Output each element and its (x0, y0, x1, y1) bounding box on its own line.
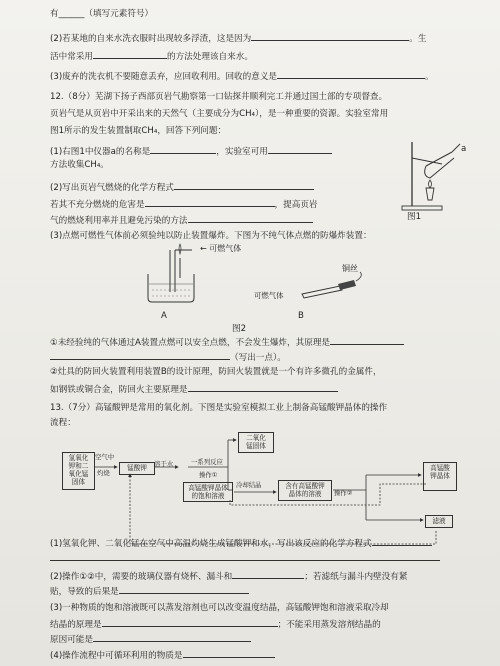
line-element-symbol: 有______（填写元素符号） (50, 9, 154, 19)
question-13-2-cont: 贴，导致的后果是 (50, 585, 249, 598)
question-12-intro-3: 图1所示的发生装置制取CH₄，回答下列问题： (50, 126, 227, 136)
question-12-3-1: ①未经验纯的气体通过A装置点燃可以安全点燃，不会发生爆炸，其原理是 (50, 336, 404, 349)
question-13-1: (1)氢氧化钾、二氧化锰在空气中高温灼烧生成锰酸钾和水，写出该反应的化学方程式 (50, 537, 432, 550)
flow-label-series: 一系列反应 (191, 458, 223, 466)
flow-box-solution: 含有高锰酸钾 晶体的溶液 (278, 480, 332, 501)
question-13-3-principle: 结晶的原理是 ；不能采用蒸发溶剂结晶的 (50, 620, 381, 630)
figure-2-copper-label: 铜丝 (342, 264, 358, 273)
question-12-intro-2: 页岩气是从页岩中开采出来的天然气（主要成分为CH₄），是一种重要的资源。实验室常用 (50, 109, 389, 119)
flow-box-crystal: 高锰酸 钾晶体 (423, 462, 457, 491)
flow-label-cool: 冷却结晶 (236, 481, 262, 489)
question-12-3: (3)点燃可燃性气体前必须验纯以防止装置爆炸。下图为不纯气体点燃的防爆炸装置： (50, 231, 372, 241)
figure-2-label-a: A (161, 311, 167, 321)
question-12-intro: 12.（8分）芜湖下扬子西部页岩气勘察第一口钻探井顺利完工并通过国土部的专项督查。 (50, 92, 388, 102)
figure-2-gas-in-label: ← 可燃气体 (200, 244, 242, 253)
question-11-2-cont: 活中常采用 的方法处理该自来水。 (50, 52, 253, 62)
figure-2-gas-b-label: 可燃气体 (254, 291, 284, 300)
question-13-intro: 13.（7分）高锰酸钾是常用的氧化剂。下图是实验室模拟工业上制备高锰酸钾晶体的操作 (50, 403, 388, 413)
question-12-1-cont: 方法收集CH₄。 (50, 160, 109, 170)
question-13-intro-2: 流程： (50, 418, 76, 428)
question-13-2: (2)操作①②中，需要的玻璃仪器有烧杯、漏斗和 ；若滤纸与漏斗内壁没有紧 (50, 572, 408, 582)
flow-box-start: 氢氧化 钾和二 氧化锰 固体 (62, 452, 95, 490)
figure-2-label-b: B (298, 311, 304, 321)
figure-1-caption: 图1 (407, 212, 422, 222)
figure-1-label-a: a (461, 144, 467, 154)
flow-label-burn: 灼烧 (97, 469, 110, 477)
question-13-3: (3)一种物质的饱和溶液既可以蒸发溶剂也可以改变温度结晶，高锰酸钾饱和溶液采取冷却 (50, 603, 389, 613)
question-13-1-blank (50, 552, 440, 565)
question-11-3: (3)废弃的洗衣机不要随意丢弃，应回收利用。回收的意义是 。 (50, 72, 434, 82)
figure-2-caption: 图2 (232, 324, 247, 334)
question-11-2: (2)若某地的自来水洗衣服时出现较多浮渣，这是因为 。生 (50, 34, 427, 44)
flow-box-saturated: 高锰酸钾晶体 的饱和溶液 (183, 482, 233, 502)
question-12-2-harm: 若其不充分燃烧的危害是 ，提高页岩 (50, 200, 318, 210)
question-12-2-method: 气的燃烧利用率并且避免污染的方法 (50, 214, 313, 227)
flow-label-air: 空气中 (95, 453, 115, 461)
flow-box-filtrate: 滤液 (425, 515, 453, 528)
flow-label-dissolve: 溶于水 (154, 460, 174, 468)
question-13-4: (4)操作流程中可循环利用的物质是 (50, 649, 275, 662)
question-12-1: (1)右图1中仪器a的名称是 ，实验室可用 (50, 145, 332, 158)
flow-label-op2: 操作② (334, 489, 353, 497)
flow-box-mno2: 二氧化 锰固体 (238, 432, 274, 453)
question-12-3-1-cont: （写出一点）。 (50, 351, 286, 364)
flow-label-op1: 操作① (199, 471, 218, 479)
question-12-2: (2)写出页岩气燃烧的化学方程式 (50, 181, 314, 194)
question-12-3-2: ②灶具的防回火装置利用装置B的设计原理，防回火装置就是一个有许多微孔的金属件， (50, 367, 382, 377)
question-13-3-reason: 原因可能是 (50, 633, 251, 646)
flow-box-manganate: 锰酸钾 (119, 462, 155, 475)
question-12-3-2-cont: 如钢铁或铜合金，防回火主要原理是 (50, 383, 338, 396)
